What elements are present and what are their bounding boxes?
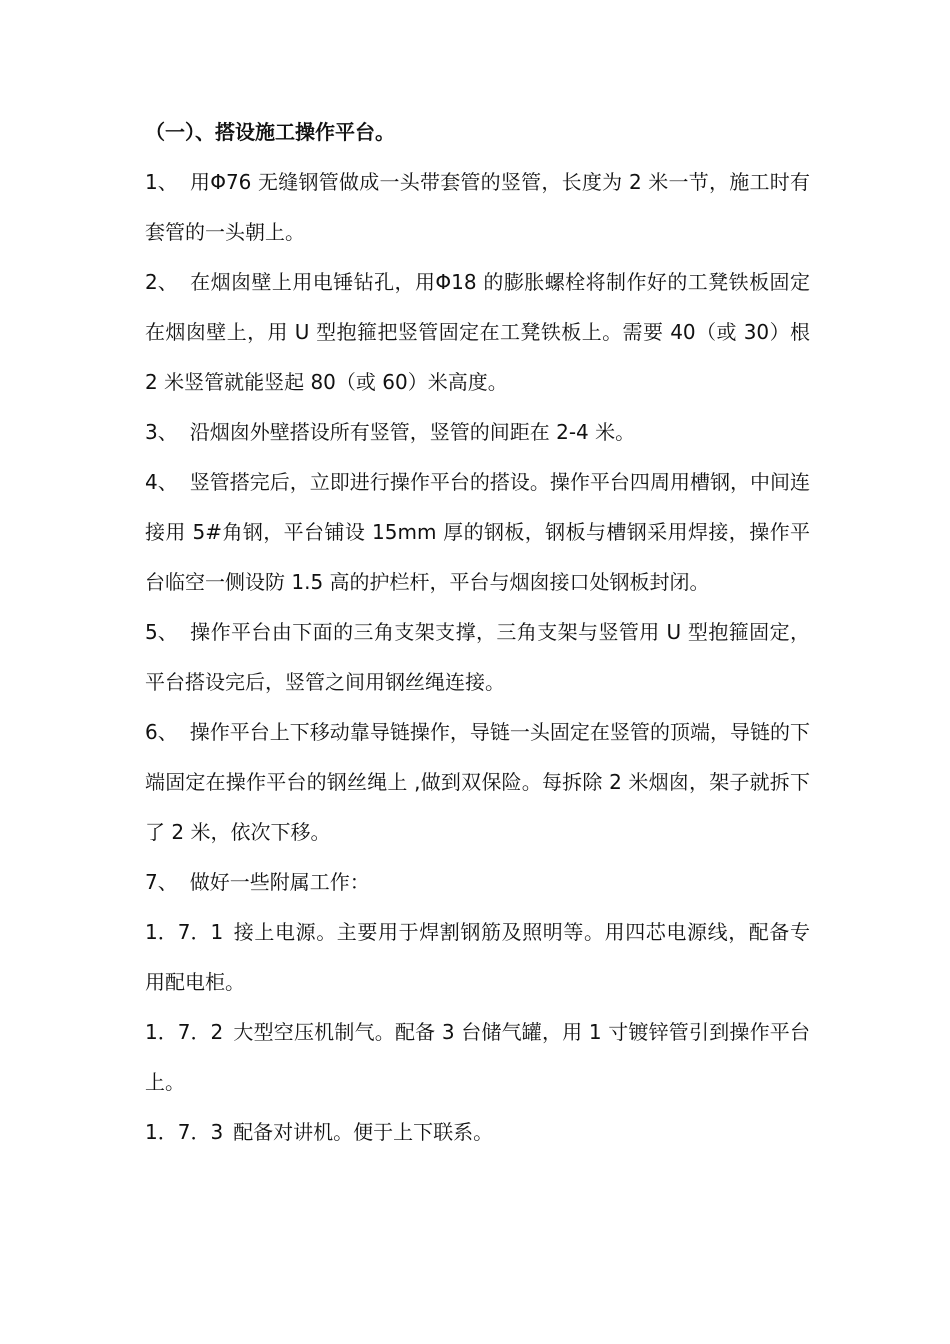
paragraph-2 bbox=[145, 257, 810, 407]
item-number: 5、 bbox=[145, 620, 178, 644]
paragraph-3 bbox=[145, 407, 810, 457]
paragraph-4 bbox=[145, 457, 810, 607]
item-number: 1．7．2 bbox=[145, 1020, 224, 1044]
paragraph-text: 配备对讲机。便于上下联系。 bbox=[233, 1120, 494, 1144]
paragraph-text: 操作平台由下面的三角支架支撑，三角支架与竖管用 U 型抱箍固定，平台搭设完后，竖管之间用钢丝绳连接。 bbox=[145, 620, 810, 694]
item-number: 1．7．1 bbox=[145, 920, 224, 944]
paragraph-5 bbox=[145, 607, 810, 707]
paragraph-6 bbox=[145, 707, 810, 857]
item-number: 4、 bbox=[145, 470, 178, 494]
paragraph-text: 竖管搭完后，立即进行操作平台的搭设。操作平台四周用槽钢，中间连接用 5#角钢，平台铺设 15mm 厚的钢板，钢板与槽钢采用焊接，操作平台临空一侧设防 1.5 高的护栏杆，平台与烟囱接口处钢板封闭。 bbox=[145, 470, 810, 594]
item-number: 7、 bbox=[145, 870, 178, 894]
paragraph-text: 在烟囱壁上用电锤钻孔，用Φ18 的膨胀螺栓将制作好的工凳铁板固定在烟囱壁上，用 U 型抱箍把竖管固定在工凳铁板上。需要 40（或 30）根 2 米竖管就能竖起 80（或 60）米高度。 bbox=[145, 270, 810, 394]
item-number: 2、 bbox=[145, 270, 178, 294]
paragraph-text: 大型空压机制气。配备 3 台储气罐，用 1 寸镀锌管引到操作平台上。 bbox=[145, 1020, 810, 1094]
paragraph-text: 做好一些附属工作： bbox=[189, 870, 370, 894]
subparagraph-1-7-1 bbox=[145, 907, 810, 1007]
subparagraph-1-7-3 bbox=[145, 1107, 810, 1157]
section-heading: （一）、搭设施工操作平台。 bbox=[145, 120, 395, 144]
paragraph-text: 接上电源。主要用于焊割钢筋及照明等。用四芯电源线，配备专用配电柜。 bbox=[145, 920, 810, 994]
item-number: 1、 bbox=[145, 170, 178, 194]
paragraph-text: 沿烟囱外壁搭设所有竖管，竖管的间距在 2-4 米。 bbox=[189, 420, 636, 444]
paragraph-7 bbox=[145, 857, 810, 907]
paragraph-text: 用Φ76 无缝钢管做成一头带套管的竖管，长度为 2 米一节，施工时有套管的一头朝上。 bbox=[145, 170, 810, 244]
paragraph-1 bbox=[145, 157, 810, 257]
subparagraph-1-7-2 bbox=[145, 1007, 810, 1107]
item-number: 6、 bbox=[145, 720, 178, 744]
document-body bbox=[145, 107, 810, 1157]
paragraph-text: 操作平台上下移动靠导链操作，导链一头固定在竖管的顶端，导链的下端固定在操作平台的钢丝绳上 ,做到双保险。每拆除 2 米烟囱，架子就拆下了 2 米，依次下移。 bbox=[145, 720, 810, 844]
item-number: 3、 bbox=[145, 420, 178, 444]
item-number: 1．7．3 bbox=[145, 1120, 224, 1144]
